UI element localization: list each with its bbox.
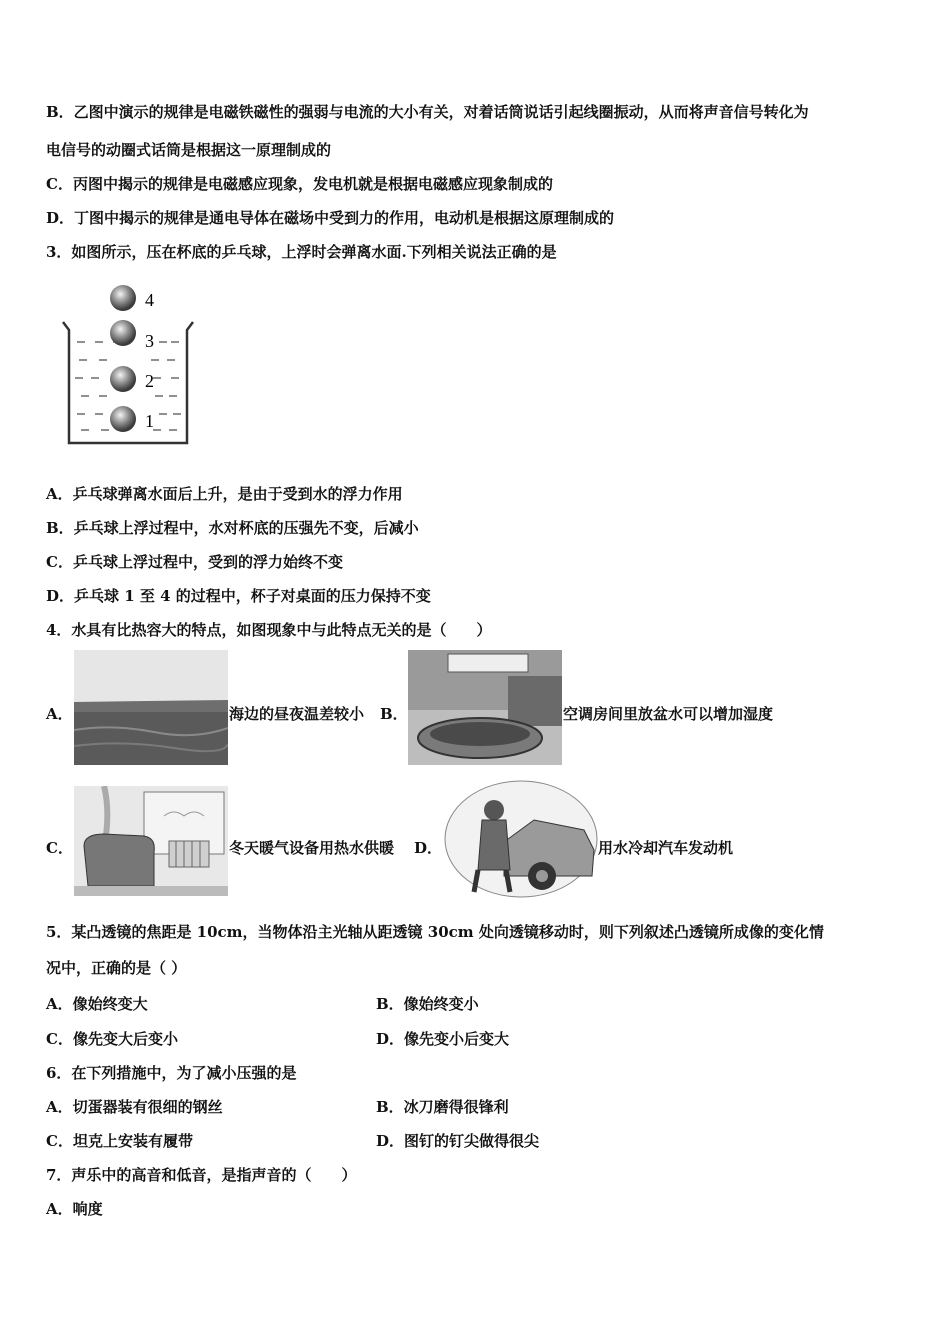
- q6-option-c: C．坦克上安装有履带: [46, 1132, 193, 1150]
- q3-option-d: D．乒乓球 1 至 4 的过程中，杯子对桌面的压力保持不变: [46, 587, 431, 605]
- q4-option-d-text: 用水冷却汽车发动机: [598, 839, 734, 857]
- q4-option-c-text: 冬天暖气设备用热水供暖: [229, 839, 395, 857]
- q3-stem: 3．如图所示，压在杯底的乒乓球，上浮时会弹离水面.下列相关说法正确的是: [46, 243, 557, 261]
- q6-option-a: A．切蛋器装有很细的钢丝: [46, 1098, 223, 1116]
- q4-stem: 4．水具有比热容大的特点，如图现象中与此特点无关的是（ ）: [46, 621, 492, 639]
- q4-option-a-label: A．: [46, 705, 73, 723]
- q3-option-c: C．乒乓球上浮过程中，受到的浮力始终不变: [46, 553, 343, 571]
- label-4: 4: [145, 290, 154, 310]
- q4-option-d-label: D．: [414, 839, 443, 857]
- q2-option-b-line2: 电信号的动圈式话筒是根据这一原理制成的: [46, 141, 332, 159]
- ball-2: [110, 366, 136, 392]
- label-2: 2: [145, 371, 154, 391]
- car-engine-image: [444, 780, 599, 898]
- q4-option-b-label: B．: [380, 705, 408, 723]
- q3-option-a: A．乒乓球弹离水面后上升，是由于受到水的浮力作用: [46, 485, 403, 503]
- q5-option-c: C．像先变大后变小: [46, 1030, 178, 1048]
- ball-3: [110, 320, 136, 346]
- q6-option-d: D．图钉的钉尖做得很尖: [376, 1132, 540, 1150]
- q5-option-d: D．像先变小后变大: [376, 1030, 510, 1048]
- q2-option-c: C．丙图中揭示的规律是电磁感应现象，发电机就是根据电磁感应现象制成的: [46, 175, 553, 193]
- q4-option-b-text: 空调房间里放盆水可以增加湿度: [563, 705, 774, 723]
- seaside-image: [74, 650, 228, 765]
- aircon-basin-image: [408, 650, 562, 765]
- q5-stem-line2: 况中，正确的是（ ）: [46, 959, 187, 977]
- q5-option-b: B．像始终变小: [376, 995, 479, 1013]
- radiator-room-image: [74, 786, 228, 896]
- q2-option-d: D．丁图中揭示的规律是通电导体在磁场中受到力的作用，电动机是根据这原理制成的: [46, 209, 615, 227]
- q2-option-b-line1: B．乙图中演示的规律是电磁铁磁性的强弱与电流的大小有关，对着话筒说话引起线圈振动，从而将声音信号转化为: [46, 103, 809, 121]
- q5-stem-line1: 5．某凸透镜的焦距是 10cm，当物体沿主光轴从距透镜 30cm 处向透镜移动时，则下列叙述凸透镜所成像的变化情: [46, 923, 824, 941]
- q6-option-b: B．冰刀磨得很锋利: [376, 1098, 509, 1116]
- q3-option-b: B．乒乓球上浮过程中，水对杯底的压强先不变，后减小: [46, 519, 419, 537]
- beaker-figure: [55, 280, 195, 450]
- q4-option-a-text: 海边的昼夜温差较小: [229, 705, 365, 723]
- q7-stem: 7．声乐中的高音和低音，是指声音的（ ）: [46, 1166, 357, 1184]
- q7-option-a: A．响度: [46, 1200, 103, 1218]
- q4-option-c-label: C．: [46, 839, 73, 857]
- label-1: 1: [145, 411, 154, 431]
- ball-4: [110, 285, 136, 311]
- ball-1: [110, 406, 136, 432]
- q5-option-a: A．像始终变大: [46, 995, 148, 1013]
- label-3: 3: [145, 331, 154, 351]
- q6-stem: 6．在下列措施中，为了减小压强的是: [46, 1064, 297, 1082]
